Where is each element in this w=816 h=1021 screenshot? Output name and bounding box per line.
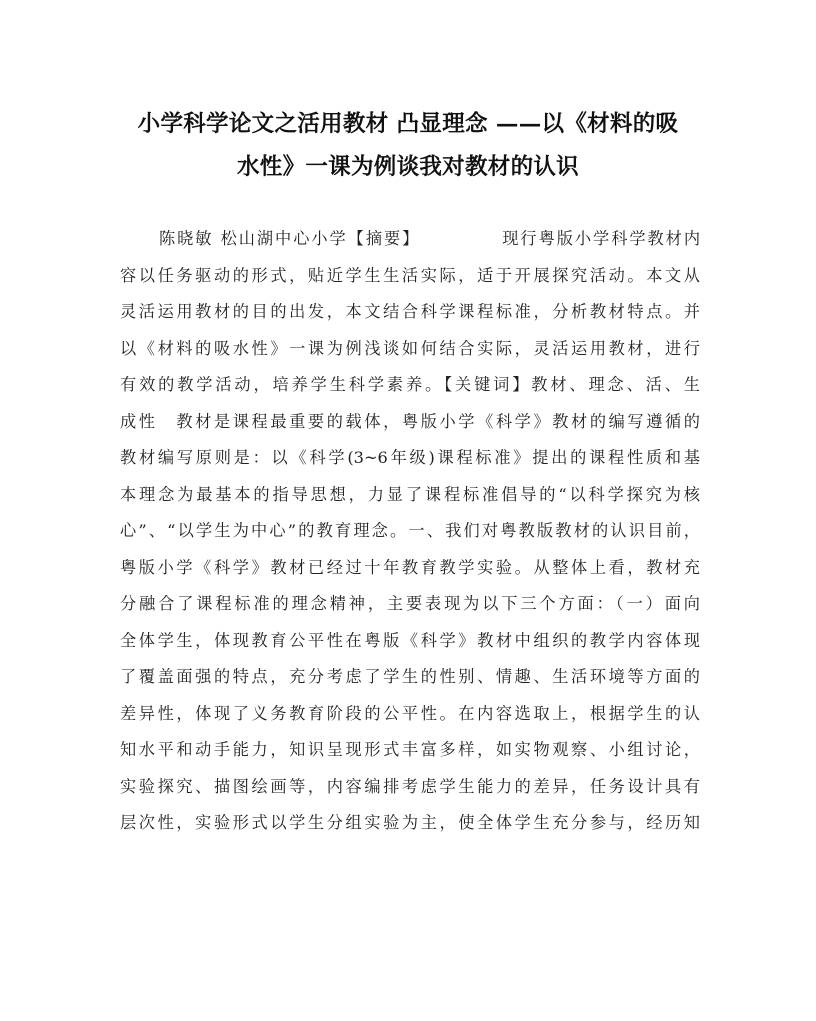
body-line: 灵活运用教材的目的出发，本文结合科学课程标准，分析教材特点。并: [120, 302, 700, 321]
body-line: 分融合了课程标准的理念精神，主要表现为以下三个方面：（一）面向: [120, 594, 700, 613]
body-line-author: [120, 221, 700, 258]
document-title: [110, 103, 706, 189]
abstract-start: 现行粤版小学科学教材内: [500, 229, 701, 248]
body-line: 容以任务驱动的形式，贴近学生生活实际，适于开展探究活动。本文从: [120, 265, 700, 285]
body-line: 实验探究、描图绘画等，内容编排考虑学生能力的差异，任务设计具有: [120, 776, 700, 796]
body-line: 粤版小学《科学》教材已经过十年教育教学实验。从整体上看，教材充: [120, 557, 700, 577]
body-line: 本理念为最基本的指导思想，力显了课程标准倡导的“以科学探究为核: [120, 484, 700, 504]
body-line: 层次性，实验形式以学生分组实验为主，使全体学生充分参与，经历知: [120, 813, 700, 832]
author-and-abstract-label: 陈晓敏 松山湖中心小学【摘要】: [159, 229, 421, 248]
title-line-2: 水性》一课为例谈我对教材的认识: [236, 154, 579, 180]
body-line: 教材编写原则是：以《科学(3~6年级)课程标准》提出的课程性质和基: [120, 448, 700, 467]
body-line: 知水平和动手能力，知识呈现形式丰富多样，如实物观察、小组讨论，: [120, 740, 700, 759]
body-line: 全体学生，体现教育公平性在粤版《科学》教材中组织的教学内容体现: [120, 630, 700, 650]
title-line-1: 小学科学论文之活用教材 凸显理念 ——以《材料的吸: [137, 111, 679, 137]
body-line: 成性 教材是课程最重要的载体，粤版小学《科学》教材的编写遵循的: [120, 411, 700, 431]
document-body: [120, 221, 700, 842]
body-line: 心”、“以学生为中心”的教育理念。一、我们对粤教版教材的认识目前，: [120, 521, 700, 540]
body-line: 有效的教学活动，培养学生科学素养。【关键词】教材、理念、活、生: [120, 375, 700, 394]
body-line: 以《材料的吸水性》一课为例浅谈如何结合实际，灵活运用教材，进行: [120, 338, 700, 358]
body-line: 了覆盖面强的特点，充分考虑了学生的性别、情趣、生活环境等方面的: [120, 667, 700, 686]
body-line: 差异性，体现了义务教育阶段的公平性。在内容选取上，根据学生的认: [120, 703, 700, 723]
